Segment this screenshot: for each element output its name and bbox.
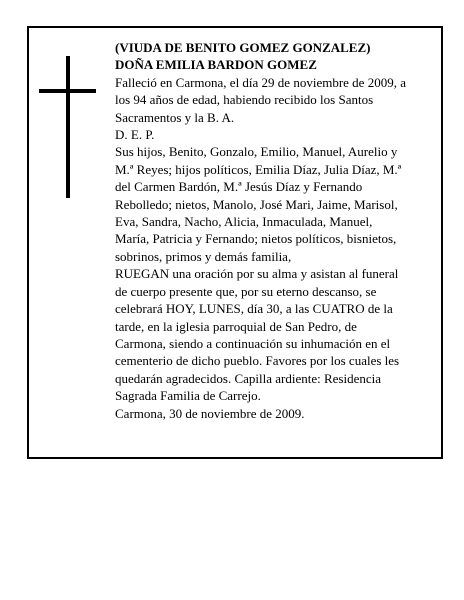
text-line: M.ª Reyes; hijos políticos, Emilia Díaz, Julia Díaz, M.ª (115, 161, 402, 177)
obituary-notice-frame (27, 26, 443, 459)
text-line: de cuerpo presente que, por su eterno descanso, se (115, 283, 377, 299)
deceased-name: DOÑA EMILIA BARDON GOMEZ (115, 57, 317, 73)
obituary-text (115, 39, 427, 422)
cross-icon (39, 56, 96, 198)
text-line: cementerio de dicho pueblo. Favores por los cuales les (115, 353, 400, 369)
text-line: del Carmen Bardón, M.ª Jesús Díaz y Fernando (115, 179, 363, 195)
text-line: Carmona, siendo a continuación su inhumación en el (115, 335, 391, 351)
text-line: María, Patricia y Fernando; nietos políticos, bisnietos, (115, 231, 397, 247)
text-line: celebrará HOY, LUNES, día 30, a las CUATRO de la (115, 301, 393, 317)
date-place-line: Carmona, 30 de noviembre de 2009. (115, 405, 305, 421)
text-line: RUEGAN una oración por su alma y asistan al funeral (115, 266, 399, 282)
rip-line: D. E. P. (115, 127, 155, 143)
text-line: Sus hijos, Benito, Gonzalo, Emilio, Manuel, Aurelio y (115, 144, 398, 160)
text-line: tarde, en la iglesia parroquial de San Pedro, de (115, 318, 357, 334)
text-line: Rebolledo; nietos, Manolo, José Mari, Jaime, Marisol, (115, 196, 398, 212)
text-line: sobrinos, primos y demás familia, (115, 248, 292, 264)
text-line: Falleció en Carmona, el día 29 de noviembre de 2009, a (115, 74, 406, 90)
text-line: Sagrada Familia de Carrejo. (115, 388, 261, 404)
text-line: los 94 años de edad, habiendo recibido los Santos (115, 92, 374, 108)
text-line: quedarán agradecidos. Capilla ardiente: Residencia (115, 370, 382, 386)
text-line: Eva, Sandra, Nacho, Alicia, Inmaculada, Manuel, (115, 214, 373, 230)
widow-of-line: (VIUDA DE BENITO GOMEZ GONZALEZ) (115, 40, 371, 55)
cross-vertical-bar (66, 56, 70, 198)
text-line: Sacramentos y la B. A. (115, 109, 235, 125)
cross-horizontal-bar (39, 89, 96, 93)
